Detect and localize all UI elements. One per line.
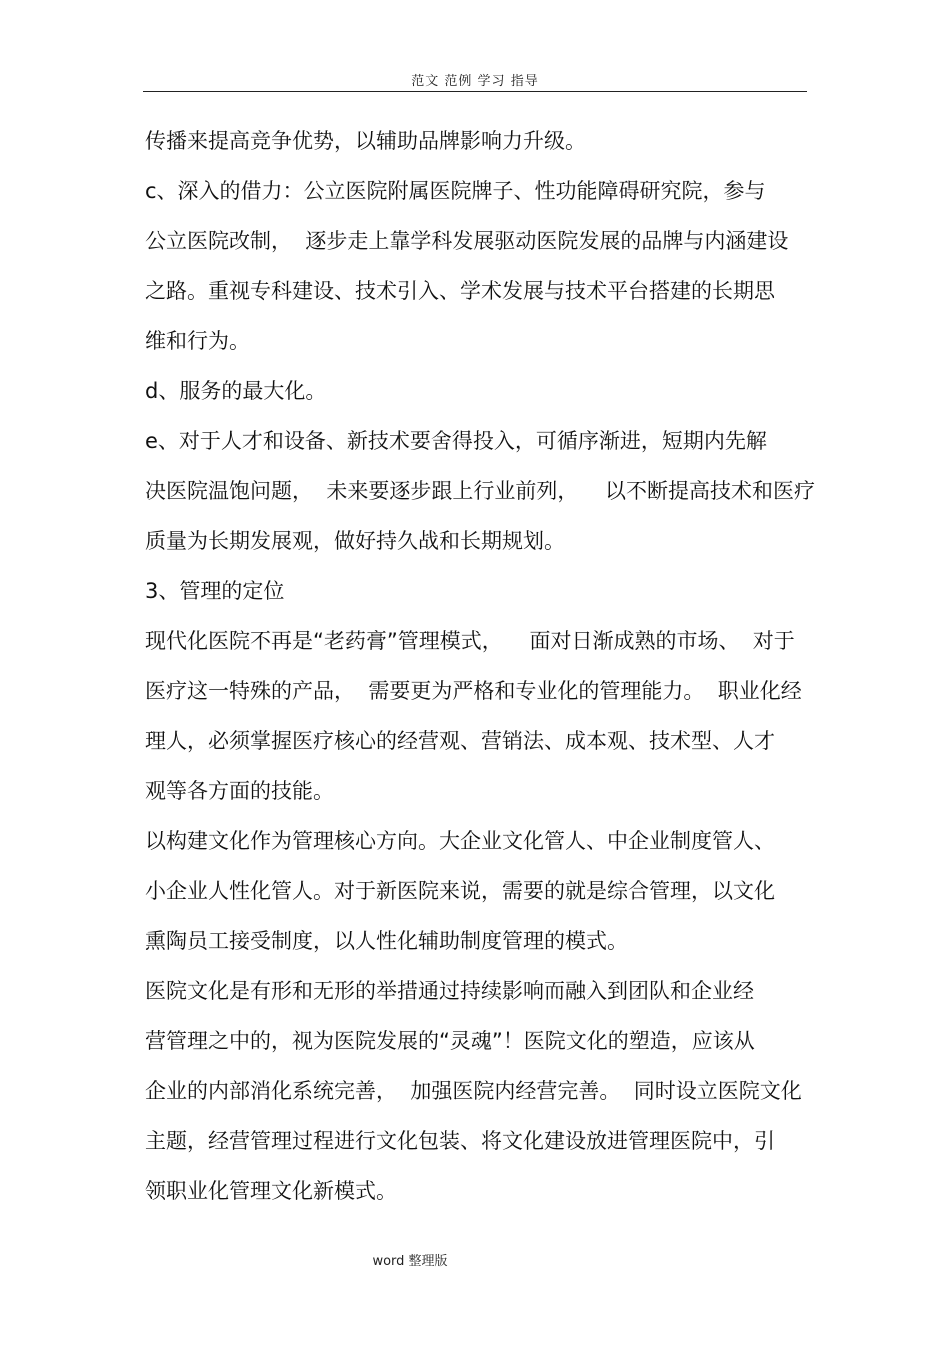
text-line: 领职业化管理文化新模式。 — [145, 1179, 397, 1203]
page-footer: word 整理版 — [372, 1254, 448, 1269]
text-line: 医疗这一特殊的产品， 需要更为严格和专业化的管理能力。 职业化经 — [145, 679, 802, 703]
text-line: 决医院温饱问题， 未来要逐步跟上行业前列， 以不断提高技术和医疗 — [145, 479, 816, 503]
section-heading: 3、管理的定位 — [145, 579, 285, 603]
text-line: 理人，必须掌握医疗核心的经营观、营销法、成本观、技术型、人才 — [145, 729, 775, 753]
page-header: 范文 范例 学习 指导 — [411, 74, 539, 89]
header-divider — [143, 91, 807, 92]
text-line: 主题，经营管理过程进行文化包装、将文化建设放进管理医院中，引 — [145, 1129, 775, 1153]
text-line: 营管理之中的，视为医院发展的“灵魂”！医院文化的塑造，应该从 — [145, 1029, 755, 1053]
text-line: 观等各方面的技能。 — [145, 779, 334, 803]
text-line: 之路。重视专科建设、技术引入、学术发展与技术平台搭建的长期思 — [145, 279, 775, 303]
document-body — [145, 116, 815, 1216]
text-line: 以构建文化作为管理核心方向。大企业文化管人、中企业制度管人、 — [145, 829, 775, 853]
text-line: e、对于人才和设备、新技术要舍得投入，可循序渐进，短期内先解 — [145, 429, 767, 453]
text-line: 熏陶员工接受制度，以人性化辅助制度管理的模式。 — [145, 929, 628, 953]
text-line: 小企业人性化管人。对于新医院来说，需要的就是综合管理，以文化 — [145, 879, 775, 903]
text-line: 质量为长期发展观，做好持久战和长期规划。 — [145, 529, 565, 553]
text-line: 现代化医院不再是“老药膏”管理模式， 面对日渐成熟的市场、 对于 — [145, 629, 795, 653]
text-line: 企业的内部消化系统完善， 加强医院内经营完善。 同时设立医院文化 — [145, 1079, 802, 1103]
text-line: 维和行为。 — [145, 329, 250, 353]
text-line: 医院文化是有形和无形的举措通过持续影响而融入到团队和企业经 — [145, 979, 754, 1003]
text-line: c、深入的借力：公立医院附属医院牌子、性功能障碍研究院，参与 — [145, 179, 766, 203]
text-line: 传播来提高竞争优势，以辅助品牌影响力升级。 — [145, 129, 586, 153]
text-line: d、服务的最大化。 — [145, 379, 327, 403]
text-line: 公立医院改制， 逐步走上靠学科发展驱动医院发展的品牌与内涵建设 — [145, 229, 789, 253]
